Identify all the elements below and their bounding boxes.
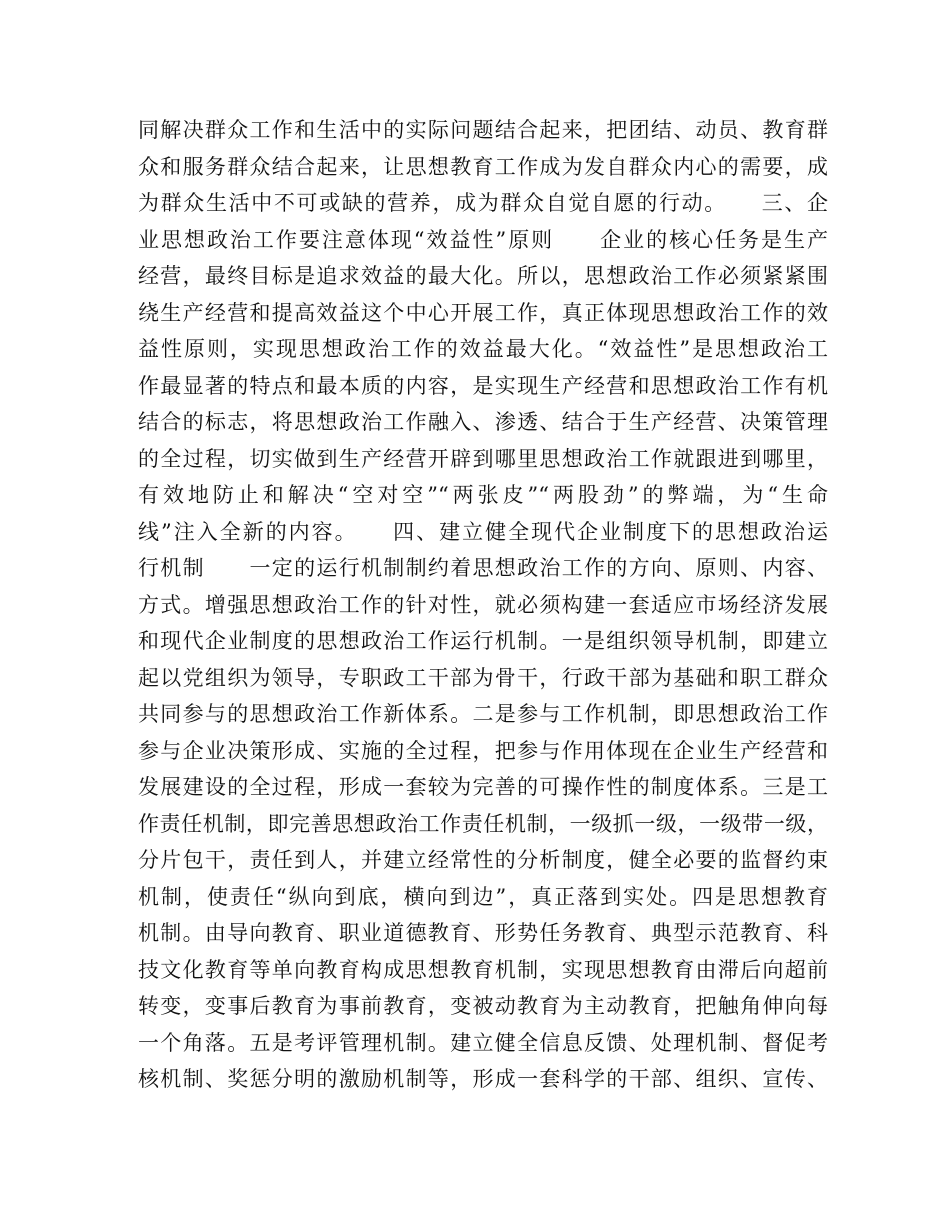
text-line: 起以党组织为领导，专职政工干部为骨干，行政干部为基础和职工群众 [138, 665, 828, 690]
text-line: 技文化教育等单向教育构成思想教育机制，实现思想教育由滞后向超前 [138, 957, 828, 982]
text-line: 共同参与的思想政治工作新体系。二是参与工作机制，即思想政治工作 [138, 702, 828, 726]
text-line: 经营，最终目标是追求效益的最大化。所以，思想政治工作必须紧紧围 [138, 264, 828, 288]
text-line: 作最显著的特点和最本质的内容，是实现生产经营和思想政治工作有机 [138, 373, 828, 398]
text-line: 的全过程，切实做到生产经营开辟到哪里思想政治工作就跟进到哪里， [138, 446, 828, 471]
text-line: 和现代企业制度的思想政治工作运行机制。一是组织领导机制，即建立 [138, 629, 828, 653]
text-line: 一个角落。五是考评管理机制。建立健全信息反馈、处理机制、督促考 [138, 1030, 828, 1055]
text-line: 机制。由导向教育、职业道德教育、形势任务教育、典型示范教育、科 [138, 921, 828, 945]
text-line: 核机制、奖惩分明的激励机制等，形成一套科学的干部、组织、宣传、 [138, 1067, 828, 1091]
text-line: 分片包干，责任到人，并建立经常性的分析制度，健全必要的监督约束 [138, 848, 828, 872]
text-line: 为群众生活中不可或缺的营养，成为群众自觉自愿的行动。 三、企 [138, 191, 828, 215]
text-line: 发展建设的全过程，形成一套较为完善的可操作性的制度体系。三是工 [138, 775, 828, 799]
text-line: 作责任机制，即完善思想政治工作责任机制，一级抓一级，一级带一级， [138, 811, 828, 836]
text-line: 机制，使责任“纵向到底，横向到边”，真正落到实处。四是思想教育 [138, 884, 828, 909]
text-line: 同解决群众工作和生活中的实际问题结合起来，把团结、动员、教育群 [138, 118, 828, 142]
text-line: 益性原则，实现思想政治工作的效益最大化。“效益性”是思想政治工 [138, 337, 828, 361]
text-line: 方式。增强思想政治工作的针对性，就必须构建一套适应市场经济发展 [138, 592, 828, 617]
text-line: 参与企业决策形成、实施的全过程，把参与作用体现在企业生产经营和 [138, 738, 828, 763]
text-line: 线”注入全新的内容。 四、建立健全现代企业制度下的思想政治运 [138, 519, 828, 544]
text-line: 转变，变事后教育为事前教育，变被动教育为主动教育，把触角伸向每 [138, 994, 828, 1018]
text-line: 业思想政治工作要注意体现“效益性”原则 企业的核心任务是生产 [138, 227, 828, 252]
text-line: 行机制 一定的运行机制制约着思想政治工作的方向、原则、内容、 [138, 556, 828, 580]
text-line: 有效地防止和解决“空对空”“两张皮”“两股劲”的弊端，为“生命 [138, 483, 828, 507]
text-line: 众和服务群众结合起来，让思想教育工作成为发自群众内心的需要，成 [138, 154, 828, 179]
text-line: 结合的标志，将思想政治工作融入、渗透、结合于生产经营、决策管理 [138, 410, 828, 434]
text-line: 绕生产经营和提高效益这个中心开展工作，真正体现思想政治工作的效 [138, 300, 828, 325]
body-text [138, 112, 828, 1098]
